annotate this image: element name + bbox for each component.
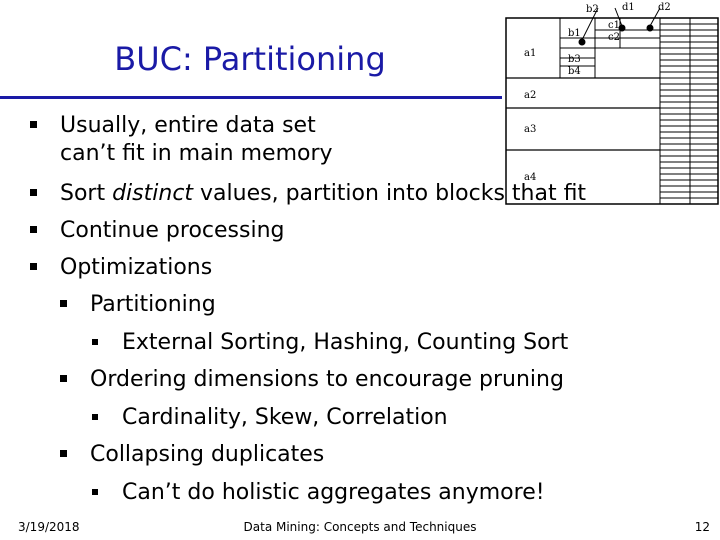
bullet-marker	[30, 263, 37, 270]
bullet-marker	[30, 189, 37, 196]
subbullet-partitioning	[90, 291, 216, 319]
subbullet-ordering	[90, 366, 564, 394]
label-b1: b1	[568, 28, 581, 39]
label-d1: d1	[622, 2, 635, 13]
bullet-marker	[30, 121, 37, 128]
bullet-marker	[60, 375, 67, 382]
bullet-text: Partitioning	[90, 292, 216, 317]
slide-title: BUC: Partitioning	[114, 40, 386, 78]
label-a4: a4	[524, 172, 537, 183]
bullet-marker	[30, 226, 37, 233]
bullet-text: Ordering dimensions to encourage pruning	[90, 367, 564, 392]
bullet-usually	[60, 112, 333, 167]
label-b3: b3	[568, 54, 581, 65]
subbullet-collapsing	[90, 441, 324, 469]
label-b4: b4	[568, 66, 581, 77]
bullet-text: Cardinality, Skew, Correlation	[122, 405, 448, 430]
bullet-marker	[92, 489, 98, 495]
bullet-text-line2: can’t fit in main memory	[60, 140, 333, 166]
subsubbullet-sorting	[122, 329, 568, 357]
label-a3: a3	[524, 124, 537, 135]
partition-diagram	[500, 0, 720, 210]
footer-course: Data Mining: Concepts and Techniques	[243, 520, 477, 534]
bullet-marker	[60, 300, 67, 307]
bullet-text-pre: Sort	[60, 181, 113, 206]
footer-page-number: 12	[694, 520, 710, 534]
bullet-text: Can’t do holistic aggregates anymore!	[122, 480, 545, 505]
bullet-text: Continue processing	[60, 218, 285, 243]
bullet-continue	[60, 217, 284, 245]
label-b2: b2	[586, 4, 599, 15]
bullet-text-emphasis: distinct	[112, 181, 194, 206]
bullet-marker	[92, 339, 98, 345]
bullet-text-post: values, partition into blocks that fit	[193, 181, 587, 206]
footer-date: 3/19/2018	[18, 520, 80, 534]
bullet-text: Optimizations	[60, 255, 213, 280]
title-rule	[0, 96, 502, 99]
label-d2: d2	[658, 2, 671, 13]
bullet-marker	[92, 414, 98, 420]
subsubbullet-cardinality	[122, 404, 448, 432]
label-a2: a2	[524, 90, 537, 101]
label-a1: a1	[524, 48, 537, 59]
label-c2: c2	[608, 32, 620, 43]
bullet-text: External Sorting, Hashing, Counting Sort	[122, 330, 569, 355]
bullet-sort	[60, 180, 586, 208]
subsubbullet-holistic	[122, 479, 545, 507]
bullet-optimizations	[60, 254, 212, 282]
bullet-text-line1: Usually, entire data set	[60, 113, 316, 138]
label-c1: c1	[608, 20, 620, 31]
bullet-marker	[60, 450, 67, 457]
bullet-text: Collapsing duplicates	[90, 442, 325, 467]
